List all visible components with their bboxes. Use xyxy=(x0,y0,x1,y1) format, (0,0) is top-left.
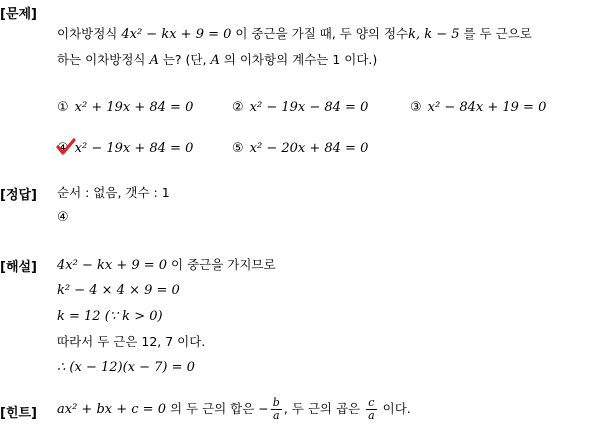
option-4[interactable]: ④ x² − 19x + 84 = 0 xyxy=(57,141,194,156)
hint-label: [힌트] xyxy=(0,406,37,421)
solution-line-1: 4x² − kx + 9 = 0 이 중근을 가지므로 xyxy=(57,257,276,273)
answer-line-2: ④ xyxy=(57,210,69,225)
solution-label: [해설] xyxy=(0,260,37,275)
fraction-c-over-a: $\frac{c}{a}$ xyxy=(368,396,375,422)
answer-line-1: 순서 : 없음, 갯수 : 1 xyxy=(57,185,170,200)
check-mark-icon xyxy=(56,138,76,156)
solution-line-2: k² − 4 × 4 × 9 = 0 xyxy=(57,283,180,298)
option-3[interactable]: ③ x² − 84x + 19 = 0 xyxy=(410,100,547,115)
fraction-b-over-a: $\frac{b}{a}$ xyxy=(272,396,280,422)
option-2[interactable]: ② x² − 19x − 84 = 0 xyxy=(232,100,369,115)
problem-label: [문제] xyxy=(0,7,37,22)
problem-line-2: 하는 이차방정식 A 는? (단, A 의 이차항의 계수는 1 이다.) xyxy=(57,52,378,68)
problem-line-1: 이차방정식 4x² − kx + 9 = 0 이 중근을 가질 때, 두 양의 정수k, k − 5 를 두 근으로 xyxy=(57,26,532,42)
hint-line: ax² + bx + c = 0 의 두 근의 합은 − $\frac{b}{a}$ , 두 근의 곱은 $\frac{c}{a}$ 이다. xyxy=(57,396,411,422)
solution-line-4: 따라서 두 근은 12, 7 이다. xyxy=(57,334,206,349)
answer-label: [정답] xyxy=(0,188,37,203)
option-5[interactable]: ⑤ x² − 20x + 84 = 0 xyxy=(232,141,369,156)
solution-line-3: k = 12 (∵ k > 0) xyxy=(57,309,163,324)
solution-line-5: ∴ (x − 12)(x − 7) = 0 xyxy=(57,360,195,375)
option-1[interactable]: ① x² + 19x + 84 = 0 xyxy=(57,100,194,115)
